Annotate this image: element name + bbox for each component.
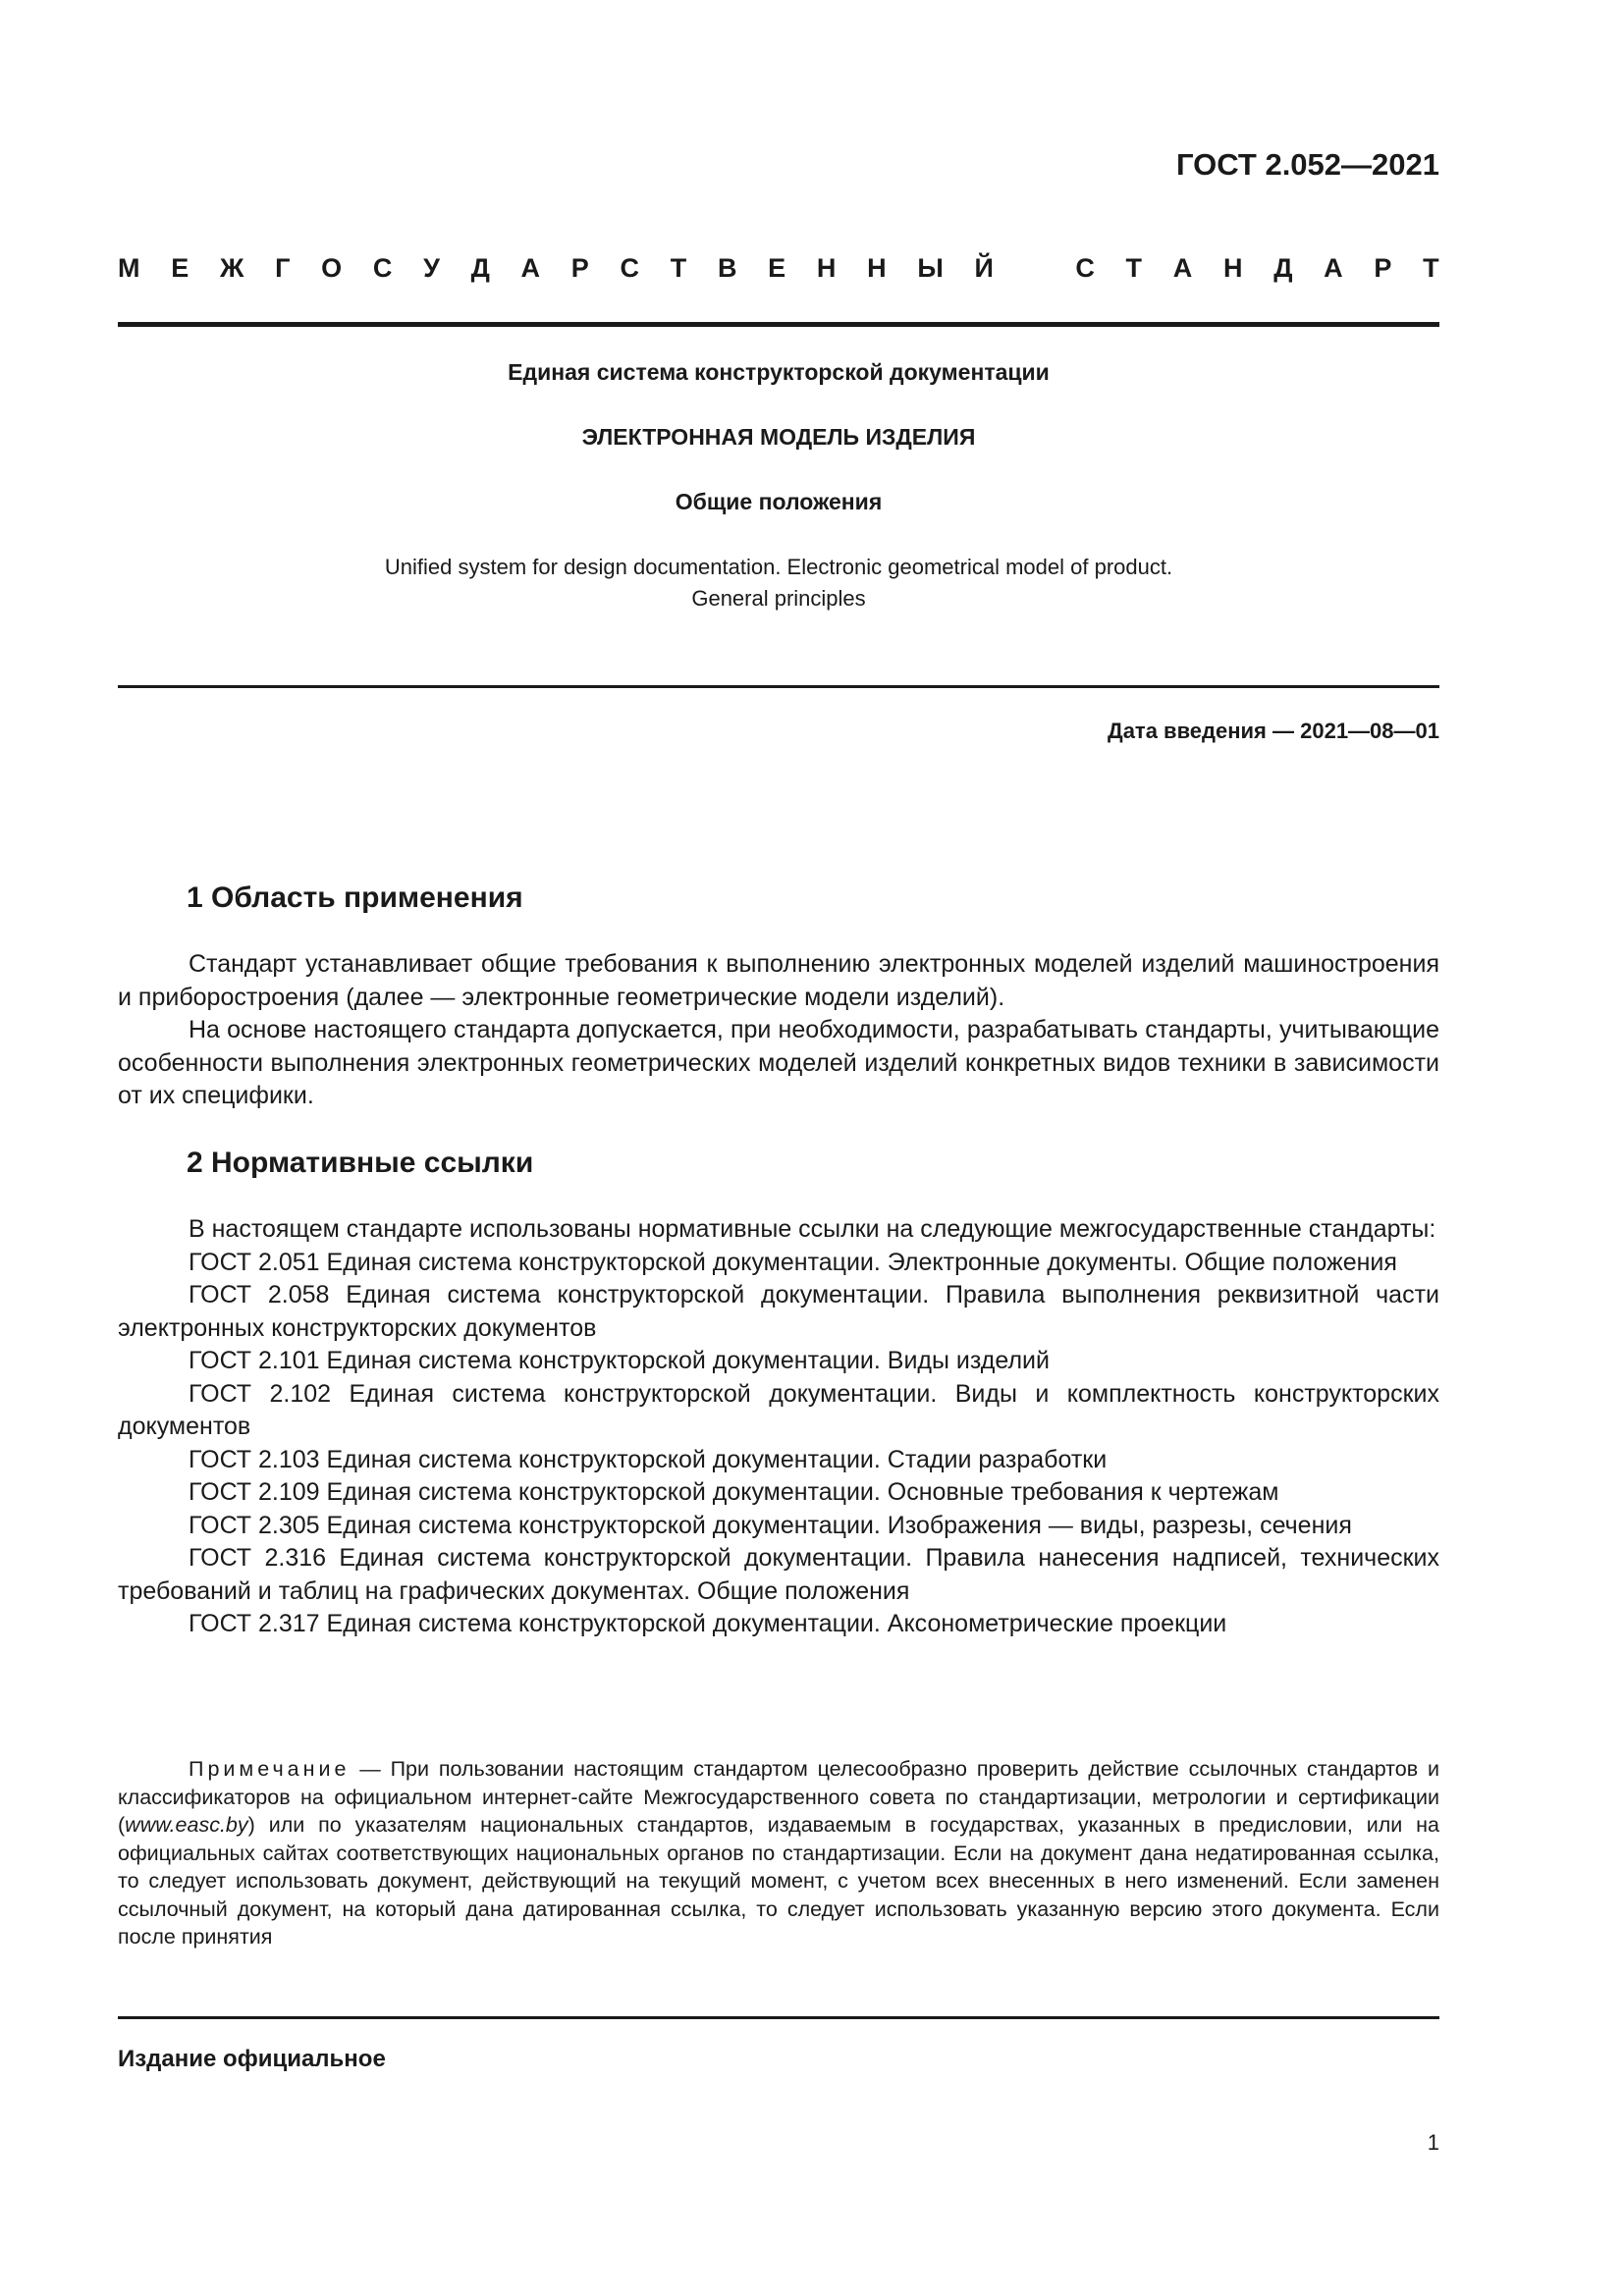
category-letter: С: [1075, 253, 1095, 283]
category-letter: У: [423, 253, 440, 283]
paragraph: В настоящем стандарте использованы нормативные ссылки на следующие межгосударственные стандарты:: [189, 1215, 1436, 1243]
paragraph: Стандарт устанавливает общие требования к выполнению электронных моделей изделий машиностроения и приборостроения (далее — электронные геометрические модели изделий).: [118, 950, 1439, 1011]
document-subtitle: Общие положения: [675, 489, 883, 514]
category-letter: А: [520, 253, 541, 283]
system-title: Единая система конструкторской документации: [508, 359, 1050, 385]
top-rule: [118, 322, 1439, 327]
section-heading-scope: 1 Область применения: [187, 881, 523, 914]
english-title-line1: Unified system for design documentation. Electronic geometrical model of product.: [384, 555, 1173, 579]
section-scope-body: [118, 948, 1439, 1113]
category-letter: М: [118, 253, 140, 283]
note-lead: Примечание: [189, 1757, 351, 1781]
category-letter: А: [1172, 253, 1193, 283]
category-letter: О: [321, 253, 343, 283]
category-letter: Ж: [219, 253, 244, 283]
note-link[interactable]: www.easc.by: [125, 1813, 248, 1837]
category-letter: Е: [171, 253, 189, 283]
reference-item: ГОСТ 2.051 Единая система конструкторской документации. Электронные документы. Общие положения: [189, 1248, 1397, 1276]
document-page: [118, 0, 1439, 2296]
category-letter: Н: [816, 253, 837, 283]
note-text-part1: — При пользовании настоящим стандартом целесообразно проверить действие ссылочных стандартов и классификаторов на официальном интернет-сайте Межгосударственного совета по стандартизации, метрологии и сертификации (: [118, 1757, 1439, 1837]
category-letter: Т: [1423, 253, 1439, 283]
reference-item: ГОСТ 2.103 Единая система конструкторской документации. Стадии разработки: [189, 1445, 1108, 1473]
category-letter: С: [620, 253, 639, 283]
category-letter: С: [372, 253, 393, 283]
standard-category: [118, 253, 1439, 284]
category-letter: Д: [1273, 253, 1293, 283]
section-heading-references: 2 Нормативные ссылки: [187, 1147, 534, 1179]
reference-item: ГОСТ 2.317 Единая система конструкторской документации. Аксонометрические проекции: [189, 1610, 1227, 1637]
paragraph: На основе настоящего стандарта допускается, при необходимости, разрабатывать стандарты, учитывающие особенности выполнения электронных геометрических моделей изделий конкретных видов техники в зависимости от их специфики.: [118, 1016, 1439, 1109]
reference-item: ГОСТ 2.109 Единая система конструкторской документации. Основные требования к чертежам: [189, 1478, 1279, 1506]
category-letter: Р: [1374, 253, 1392, 283]
category-letter: Е: [768, 253, 786, 283]
category-letter: А: [1324, 253, 1343, 283]
category-letter: Д: [470, 253, 490, 283]
introduction-date: Дата введения — 2021—08—01: [1108, 719, 1439, 743]
category-letter: В: [717, 253, 737, 283]
category-letter: Г: [275, 253, 291, 283]
reference-item: ГОСТ 2.101 Единая система конструкторской документации. Виды изделий: [189, 1347, 1050, 1374]
category-letter: Й: [974, 253, 994, 283]
gost-number: ГОСТ 2.052—2021: [1176, 147, 1439, 182]
english-title: [118, 552, 1439, 614]
english-title-line2: General principles: [691, 586, 866, 611]
category-letter: Т: [1125, 253, 1143, 283]
document-title: ЭЛЕКТРОННАЯ МОДЕЛЬ ИЗДЕЛИЯ: [581, 424, 976, 450]
category-letter: Р: [570, 253, 589, 283]
category-letter: Н: [1222, 253, 1243, 283]
category-gap: [1025, 253, 1045, 284]
reference-item: ГОСТ 2.316 Единая система конструкторской документации. Правила нанесения надписей, технических требований и таблиц на графических документах. Общие положения: [118, 1544, 1439, 1605]
footer-rule: [118, 2016, 1439, 2019]
section-references-body: [118, 1213, 1439, 1641]
reference-item: ГОСТ 2.058 Единая система конструкторской документации. Правила выполнения реквизитной части электронных конструкторских документов: [118, 1281, 1439, 1342]
category-letter: Ы: [917, 253, 944, 283]
note-block: [118, 1755, 1439, 1951]
note-paragraph: [118, 1755, 1439, 1951]
reference-item: ГОСТ 2.102 Единая система конструкторской документации. Виды и комплектность конструкторских документов: [118, 1379, 1439, 1440]
title-rule: [118, 685, 1439, 688]
note-text-part2: ) или по указателям национальных стандартов, издаваемым в государствах, указанных в предисловии, или на официальных сайтах соответствующих национальных органов по стандартизации. Если на документ дана недатированная ссылка, то следует использовать документ, действующий на текущий момент, с учетом всех внесенных в него изменений. Если заменен ссылочный документ, на который дана датированная ссылка, то следует использовать указанную версию этого документа. Если после принятия: [118, 1813, 1439, 1949]
edition-label: Издание официальное: [118, 2046, 386, 2072]
reference-item: ГОСТ 2.305 Единая система конструкторской документации. Изображения — виды, разрезы, сечения: [189, 1511, 1352, 1539]
page-number: 1: [1427, 2130, 1439, 2155]
category-letter: Т: [670, 253, 687, 283]
category-letter: Н: [867, 253, 887, 283]
